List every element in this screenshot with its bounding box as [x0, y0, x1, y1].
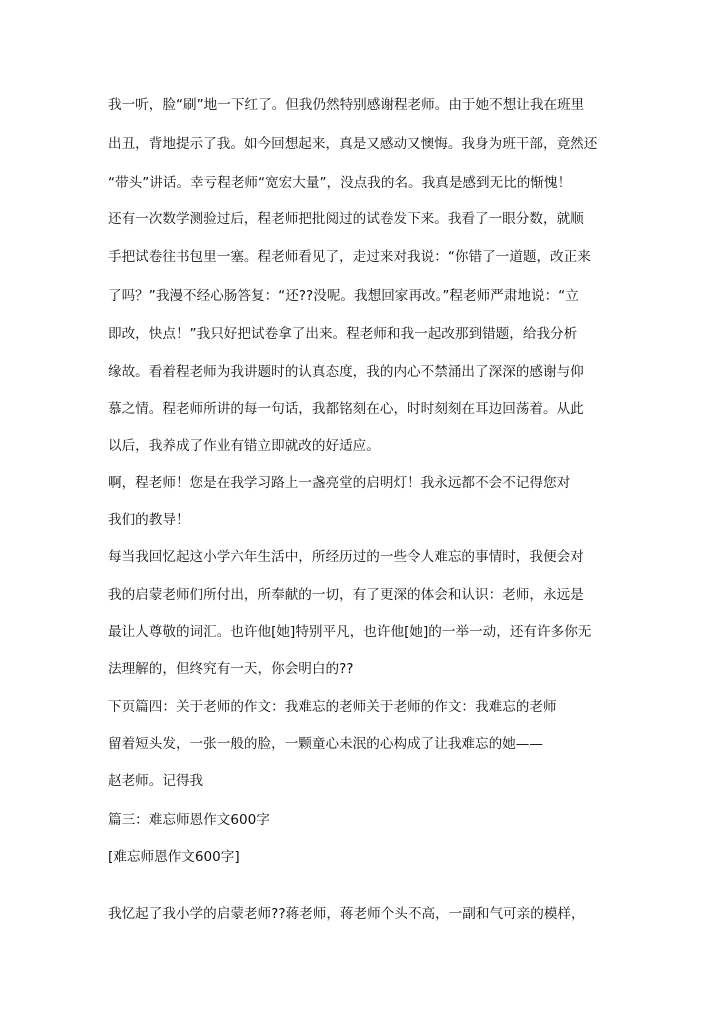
text-line-5: 手把试卷往书包里一塞。程老师看见了，走过来对我说：“你错了一道题，改正来: [108, 249, 591, 265]
text-line-6: 了吗？”我漫不经心肠答复：“还??没呢。我想回家再改。”程老师严肃地说：“立: [108, 288, 579, 304]
text-line-17: 下页篇四：关于老师的作文：我难忘的老师关于老师的作文：我难忘的老师: [108, 699, 557, 715]
text-line-1: 我一听，脸“刷”地一下红了。但我仍然特别感谢程老师。由于她不想让我在班里: [108, 97, 585, 113]
text-line-18: 留着短头发，一张一般的脸，一颗童心未泯的心构成了让我难忘的她——: [108, 736, 543, 752]
text-line-8: 缘故。看着程老师为我讲题时的认真态度，我的内心不禁涌出了深深的感谢与仰: [108, 364, 584, 380]
text-line-19: 赵老师。记得我: [108, 773, 204, 789]
text-line-15: 最让人尊敬的词汇。也许他[她]特别平凡，也许他[她]的一举一动，还有许多你无: [108, 624, 592, 640]
text-line-13: 每当我回忆起这小学六年生活中，所经历过的一些令人难忘的事情时，我便会对: [108, 549, 584, 565]
text-line-10: 以后，我养成了作业有错立即就改的好适应。: [108, 438, 380, 454]
section-heading: 篇三：难忘师恩作文600字: [108, 812, 270, 828]
text-line-9: 慕之情。程老师所讲的每一句话，我都铭刻在心，时时刻刻在耳边回荡着。从此: [108, 401, 584, 417]
text-line-22: 我忆起了我小学的启蒙老师??蒋老师，蒋老师个头不高，一副和气可亲的模样，: [108, 906, 585, 922]
text-line-14: 我的启蒙老师们所付出，所奉献的一切，有了更深的体会和认识：老师，永远是: [108, 587, 584, 603]
text-line-2: 出丑，背地提示了我。如今回想起来，真是又感动又懊悔。我身为班干部，竟然还: [108, 136, 598, 152]
text-line-12: 我们的教导！: [108, 512, 190, 528]
text-line-11: 啊，程老师！您是在我学习路上一盏亮堂的启明灯！我永远都不会不记得您对: [108, 475, 571, 491]
text-line-4: 还有一次数学测验过后，程老师把批阅过的试卷发下来。我看了一眼分数，就顺: [108, 211, 584, 227]
text-line-16: 法理解的，但终究有一天，你会明白的??: [108, 661, 354, 677]
text-line-7: 即改，快点！”我只好把试卷拿了出来。程老师和我一起改那到错题，给我分析: [108, 326, 578, 342]
text-line-3: “带头”讲话。幸亏程老师“宽宏大量”，没点我的名。我真是感到无比的惭愧！: [108, 175, 572, 191]
section-subheading: [难忘师恩作文600字]: [108, 849, 240, 865]
